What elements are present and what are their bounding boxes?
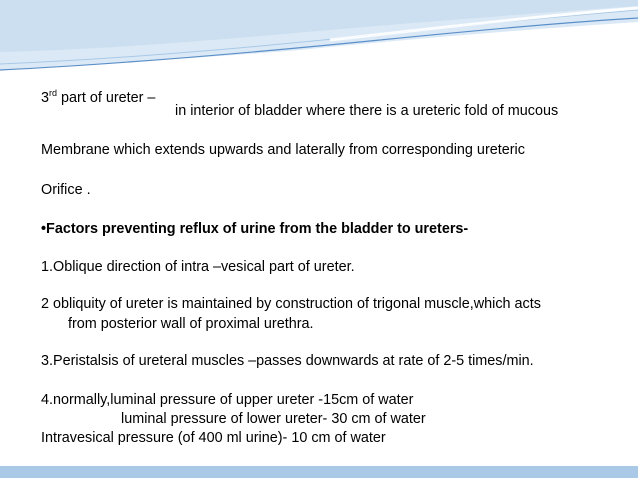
line-bladder-interior: in interior of bladder where there is a ureteric fold of mucous <box>175 103 559 119</box>
line-orifice: Orifice . <box>41 182 91 198</box>
line-factor-4: 4.normally,luminal pressure of upper ureter -15cm of water <box>41 392 414 408</box>
ordinal-suffix: rd <box>49 88 58 98</box>
header-wave-decoration <box>0 0 638 80</box>
line-ureter-part-text: part of ureter – <box>57 90 156 106</box>
line-factors-heading: •Factors preventing reflux of urine from the bladder to ureters- <box>41 221 469 237</box>
line-factor-3: 3.Peristalsis of ureteral muscles –passes downwards at rate of 2-5 times/min. <box>41 353 534 369</box>
line-factor-4-intravesical: Intravesical pressure (of 400 ml urine)- 10 cm of water <box>41 430 386 446</box>
line-factor-2-continued: from posterior wall of proximal urethra. <box>68 316 314 332</box>
line-factor-1: 1.Oblique direction of intra –vesical part of ureter. <box>41 259 355 275</box>
line-factor-4-lower: luminal pressure of lower ureter- 30 cm of water <box>121 411 426 427</box>
bottom-bar <box>0 466 638 478</box>
line-factor-2: 2 obliquity of ureter is maintained by construction of trigonal muscle,which acts <box>41 296 541 312</box>
ordinal-number: 3 <box>41 90 50 106</box>
line-membrane: Membrane which extends upwards and laterally from corresponding ureteric <box>41 142 525 158</box>
line-ureter-part <box>41 85 155 107</box>
